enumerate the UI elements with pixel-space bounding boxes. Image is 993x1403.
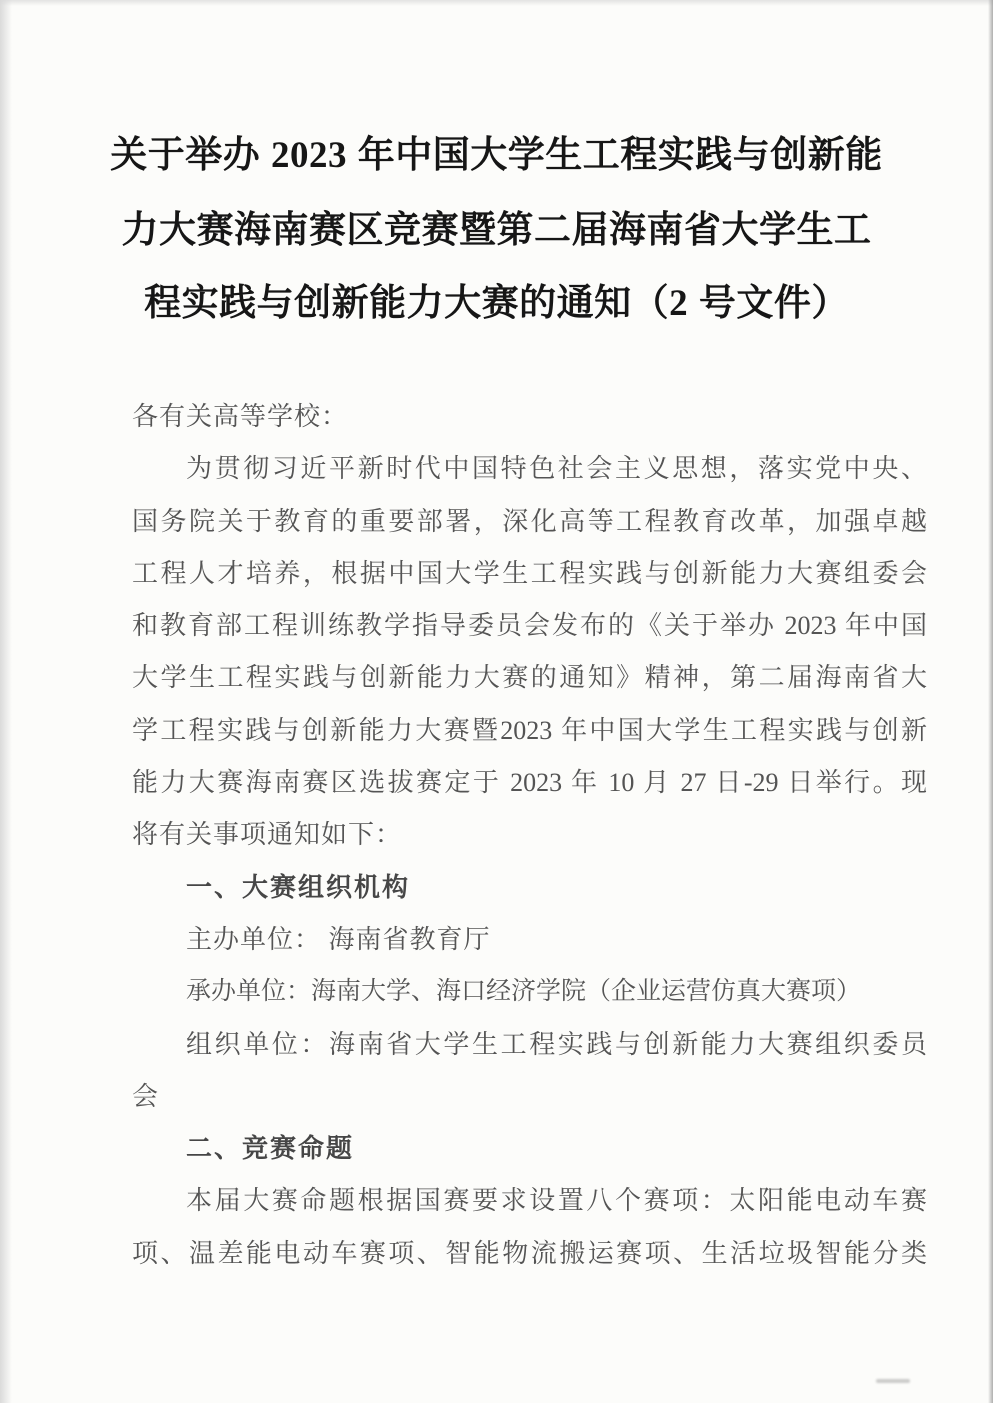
document-title — [65, 118, 928, 341]
title-line-3-post: 号文件） — [688, 282, 849, 323]
intro-line: 和教育部工程训练教学指导委员会发布的《关于举办 2023 年中国 — [132, 611, 927, 641]
title-line-1-post: 年中国大学生工程实践与创新能 — [347, 134, 883, 175]
intro-line: 大学生工程实践与创新能力大赛的通知》精神，第二届海南省大 — [132, 663, 927, 693]
section-1-heading: 一、大赛组织机构 — [186, 872, 411, 902]
intro-line: 工程人才培养，根据中国大学生工程实践与创新能力大赛组委会 — [132, 558, 927, 588]
organizing-unit-line-wrap: 会 — [132, 1081, 160, 1111]
scan-edge-top — [0, 0, 993, 6]
events-line: 本届大赛命题根据国赛要求设置八个赛项：太阳能电动车赛 — [186, 1186, 927, 1216]
intro-line: 学工程实践与创新能力大赛暨2023 年中国大学生工程实践与创新 — [132, 715, 927, 745]
title-line-3-number: 2 — [669, 283, 689, 324]
intro-line: 将有关事项通知如下： — [132, 820, 403, 850]
document-body — [132, 391, 927, 1280]
title-line-3-pre: 程实践与创新能力大赛的通知（ — [144, 282, 670, 323]
scan-smudge — [876, 1379, 910, 1383]
scan-edge-left — [0, 0, 12, 1403]
scan-edge-right — [988, 0, 993, 1403]
organizer-line: 主办单位： 海南省教育厅 — [186, 924, 491, 954]
title-line-2: 力大赛海南赛区竞赛暨第二届海南省大学生工 — [121, 208, 872, 250]
intro-line: 能力大赛海南赛区选拔赛定于 2023 年 10 月 27 日-29 日举行。现 — [132, 768, 927, 798]
intro-line: 为贯彻习近平新时代中国特色社会主义思想，落实党中央、 — [186, 454, 927, 484]
title-line-1-pre: 关于举办 — [110, 134, 271, 175]
title-line-3 — [65, 266, 928, 341]
undertaker-line: 承办单位：海南大学、海口经济学院（企业运营仿真大赛项） — [186, 978, 862, 1006]
title-line-1-number: 2023 — [271, 135, 347, 176]
section-2-heading: 二、竞赛命题 — [186, 1134, 355, 1164]
title-line-1 — [65, 118, 928, 193]
organizing-unit-line: 组织单位：海南省大学生工程实践与创新能力大赛组织委员 — [186, 1029, 927, 1059]
salutation: 各有关高等学校： — [132, 402, 349, 431]
events-line: 项、温差能电动车赛项、智能物流搬运赛项、生活垃圾智能分类 — [132, 1238, 927, 1268]
intro-line: 国务院关于教育的重要部署，深化高等工程教育改革，加强卓越 — [132, 506, 927, 536]
